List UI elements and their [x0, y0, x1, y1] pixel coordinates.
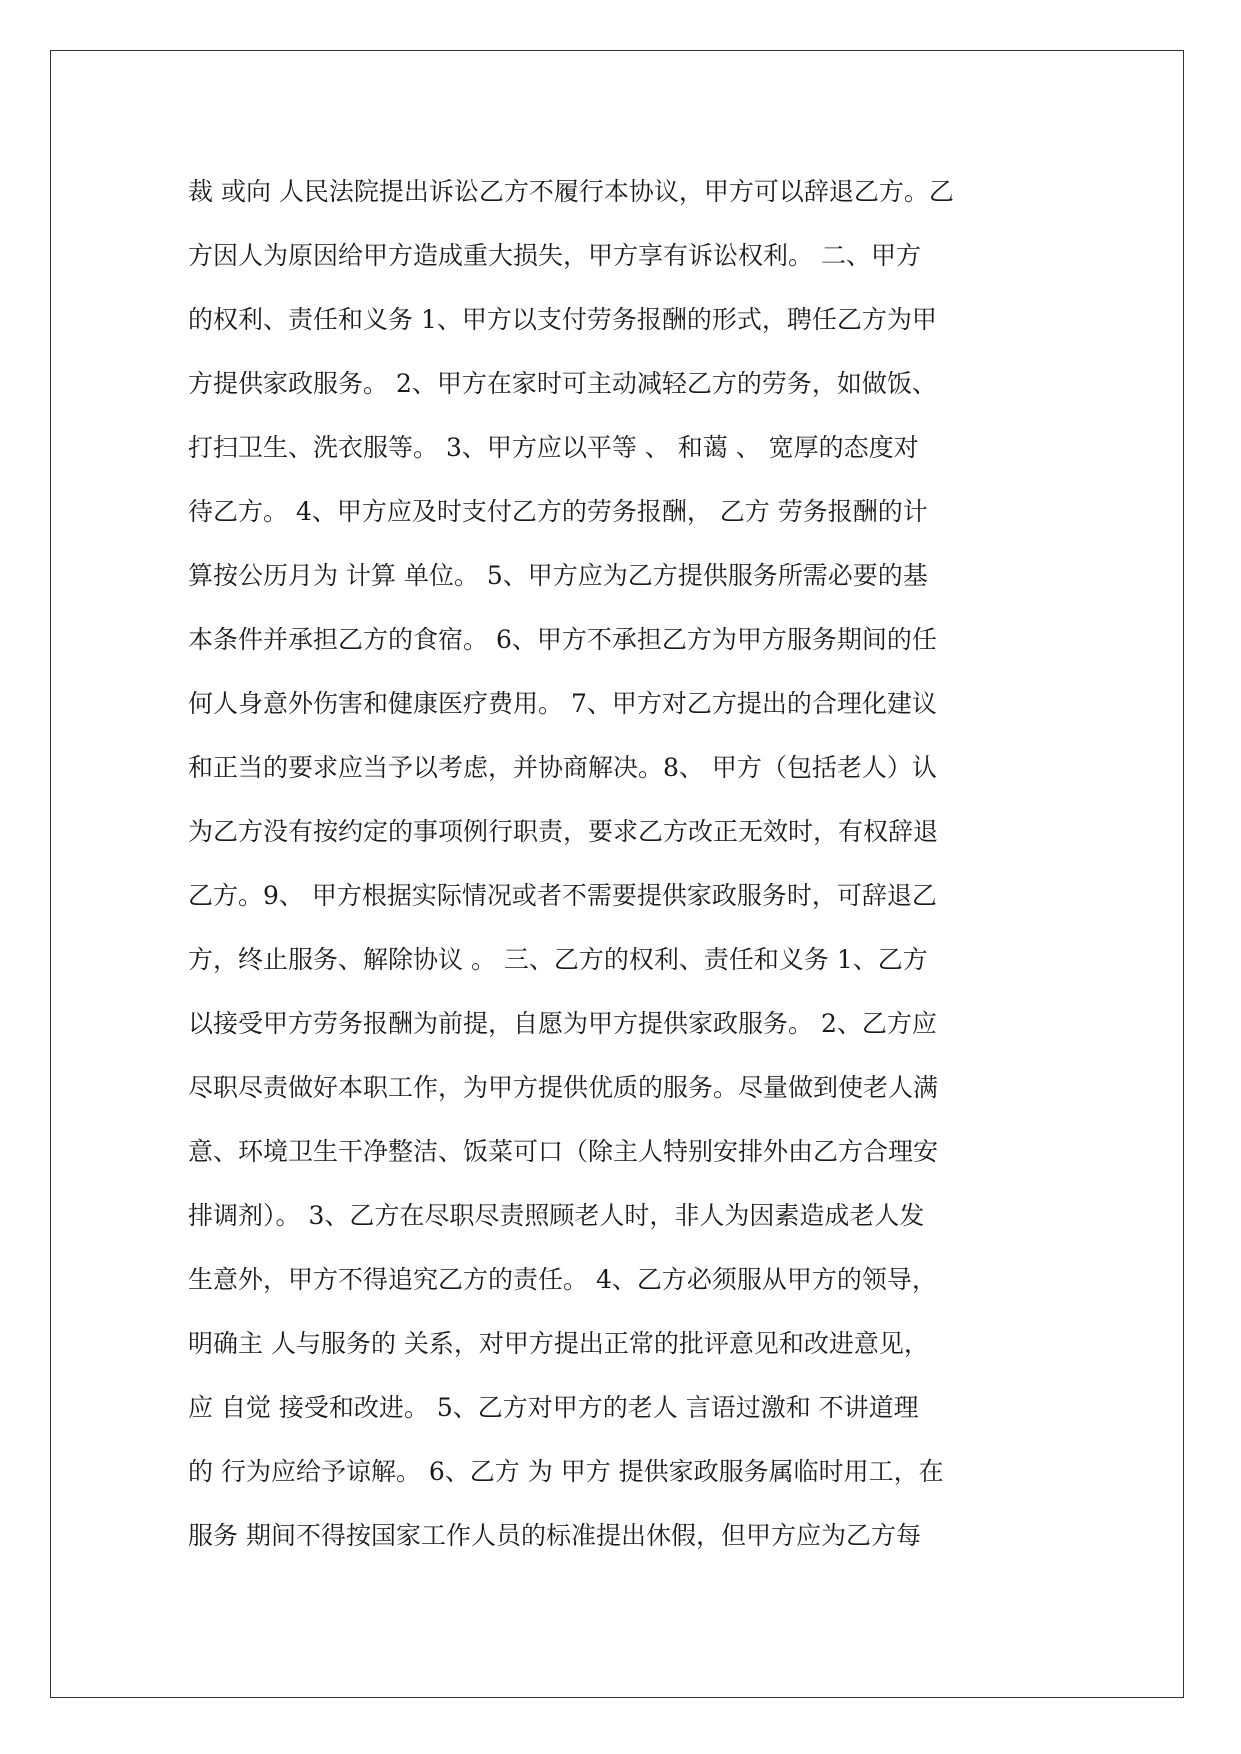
- text-line: 应 自觉 接受和改进。 5、乙方对甲方的老人 言语过激和 不讲道理: [188, 1393, 919, 1422]
- text-line: 乙方。9、 甲方根据实际情况或者不需要提供家政服务时，可辞退乙: [188, 881, 937, 910]
- text-line: 为乙方没有按约定的事项例行职责，要求乙方改正无效时，有权辞退: [188, 817, 939, 846]
- text-line: 服务 期间不得按国家工作人员的标准提出休假，但甲方应为乙方每: [188, 1521, 921, 1550]
- text-line: 意、环境卫生干净整洁、饭菜可口（除主人特别安排外由乙方合理安: [188, 1137, 939, 1166]
- text-line: 待乙方。 4、甲方应及时支付乙方的劳务报酬， 乙方 劳务报酬的计: [188, 497, 928, 526]
- text-line: 尽职尽责做好本职工作，为甲方提供优质的服务。尽量做到使老人满: [188, 1073, 939, 1102]
- text-line: 以接受甲方劳务报酬为前提，自愿为甲方提供家政服务。 2、乙方应: [188, 1009, 937, 1038]
- text-line: 生意外，甲方不得追究乙方的责任。 4、乙方必须服从甲方的领导，: [188, 1265, 937, 1294]
- text-line: 裁 或向 人民法院提出诉讼乙方不履行本协议，甲方可以辞退乙方。乙: [188, 177, 954, 206]
- text-line: 打扫卫生、洗衣服等。 3、甲方应以平等 、 和蔼 、 宽厚的态度对: [188, 433, 919, 462]
- text-line: 何人身意外伤害和健康医疗费用。 7、甲方对乙方提出的合理化建议: [188, 689, 937, 718]
- text-line: 算按公历月为 计算 单位。 5、甲方应为乙方提供服务所需必要的基: [188, 561, 928, 590]
- text-line: 方因人为原因给甲方造成重大损失，甲方享有诉讼权利。 二、甲方: [188, 241, 921, 270]
- text-line: 明确主 人与服务的 关系，对甲方提出正常的批评意见和改进意见，: [188, 1329, 929, 1358]
- text-line: 方，终止服务、解除协议 。 三、乙方的权利、责任和义务 1、乙方: [188, 945, 928, 974]
- text-line: 的 行为应给予谅解。 6、乙方 为 甲方 提供家政服务属临时用工，在: [188, 1457, 944, 1486]
- text-line: 排调剂）。 3、乙方在尽职尽责照顾老人时，非人为因素造成老人发: [188, 1201, 925, 1230]
- document-body: [188, 160, 1053, 1568]
- text-line: 方提供家政服务。 2、甲方在家时可主动减轻乙方的劳务，如做饭、: [188, 369, 937, 398]
- text-line: 本条件并承担乙方的食宿。 6、甲方不承担乙方为甲方服务期间的任: [188, 625, 937, 654]
- text-line: 和正当的要求应当予以考虑，并协商解决。8、 甲方（包括老人）认: [188, 753, 937, 782]
- text-line: 的权利、责任和义务 1、甲方以支付劳务报酬的形式，聘任乙方为甲: [188, 305, 937, 334]
